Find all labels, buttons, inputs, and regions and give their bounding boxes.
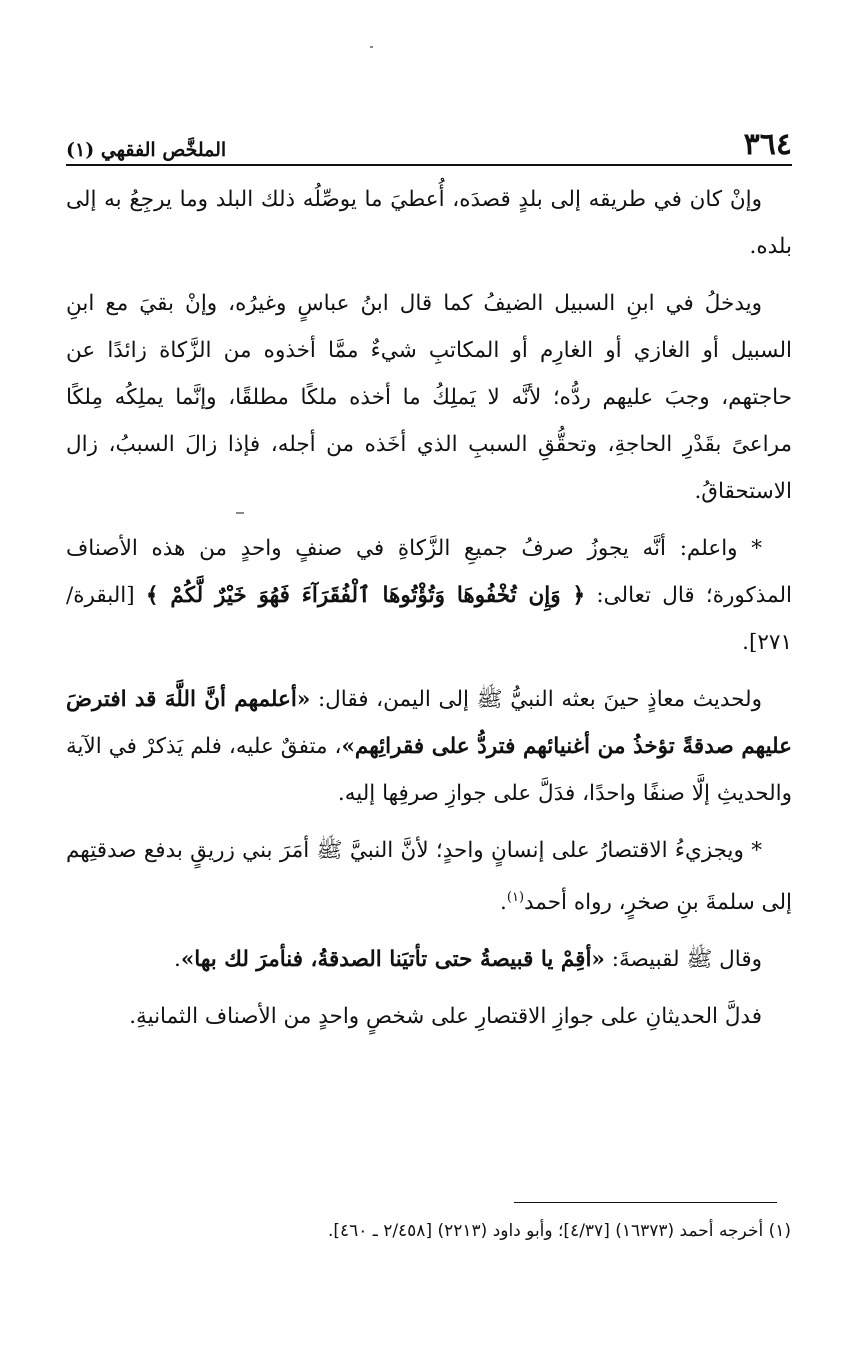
footnote-separator [514, 1202, 777, 1203]
scan-speck [370, 46, 373, 48]
paragraph-6 [66, 936, 792, 983]
paragraph-4-rest: ، متفقٌ عليه، فلم يَذكرْ في الآية والحديثِ إلَّا صنفًا واحدًا، فدَلَّ على جوازِ صرفِها إليه. [66, 734, 792, 806]
paragraph-3-intro: * واعلم: أنَّه يجوزُ صرفُ جميعِ الزَّكاةِ في صنفٍ واحدٍ من هذه الأصناف المذكورة؛ قال تعالى: [66, 536, 792, 608]
quran-verse: ﴿ وَإِن تُخْفُوهَا وَتُؤْتُوهَا ٱلْفُقَرَآءَ فَهُوَ خَيْرٌ لَّكُمْ ﴾ [145, 583, 586, 608]
book-page [66, 118, 792, 1040]
paragraph-2: ويدخلُ في ابنِ السبيل الضيفُ كما قال ابنُ عباسٍ وغيرُه، وإنْ بقيَ مع ابنِ السبيل أو الغازي أو الغارِم أو المكاتبِ شيءٌ ممَّا أخذوه من الزَّكاة زائدًا عن حاجتهم، وجبَ عليهم ردُّه؛ لأنَّه لا يَملِكُ ما أخذه ملكًا مطلقًا، وإنَّما يملِكُه مِلكًا مراعىً بقَدْرِ الحاجةِ، وتحقُّقِ السببِ الذي أخَذه من أجله، فإذا زالَ السببُ، زال الاستحقاقُ. [66, 291, 792, 504]
paragraph-6-intro: وقال ﷺ لقبيصةَ: [604, 947, 762, 973]
paragraph-5-end: . [500, 890, 507, 916]
paragraph-7: فدلَّ الحديثانِ على جوازِ الاقتصارِ على شخصٍ واحدٍ من الأصناف الثمانيةِ. [129, 1004, 762, 1030]
running-title: الملخَّص الفقهي (١) [66, 139, 227, 161]
verse-citation: [البقرة/ ٢٧١]. [66, 583, 792, 655]
page-number: ٣٦٤ [743, 127, 792, 162]
paragraph-4 [66, 676, 792, 817]
paragraph-5-text: * ويجزيءُ الاقتصارُ على إنسانٍ واحدٍ؛ لأنَّ النبيَّ ﷺ أمَرَ بني زريقٍ بدفع صدقتِهم إلى سلمةَ بنِ صخرٍ، رواه أحمد [66, 838, 792, 916]
paragraph-1: وإنْ كان في طريقه إلى بلدٍ قصدَه، أُعطيَ ما يوصِّلُه ذلك البلد وما يرجِعُ به إلى بلده. [66, 187, 792, 259]
footnote-reference[interactable]: (١) [506, 890, 525, 905]
footnote-text: (١) أخرجه أحمد (١٦٣٧٣) [٤/٣٧]؛ وأبو داود (٢٢١٣) [٢/٤٥٨ ـ ٤٦٠]. [327, 1221, 791, 1241]
page-header [66, 118, 792, 166]
paragraph-3 [66, 525, 792, 666]
hadith-quote-2: «أقِمْ يا قبيصةُ حتى تأتيَنا الصدقةُ، فنأمرَ لك بها» [180, 947, 605, 973]
paragraph-6-end: . [174, 947, 181, 973]
hadith-quote: «أعلمهم أنَّ اللَّهَ قد افترضَ عليهم صدقةً تؤخذُ من أغنيائهم فتردُّ على فقرائِهم» [66, 687, 793, 759]
paragraph-4-intro: ولحديث معاذٍ حينَ بعثه النبيُّ ﷺ إلى اليمن، فقال: [310, 687, 762, 712]
paragraph-5 [66, 827, 792, 926]
